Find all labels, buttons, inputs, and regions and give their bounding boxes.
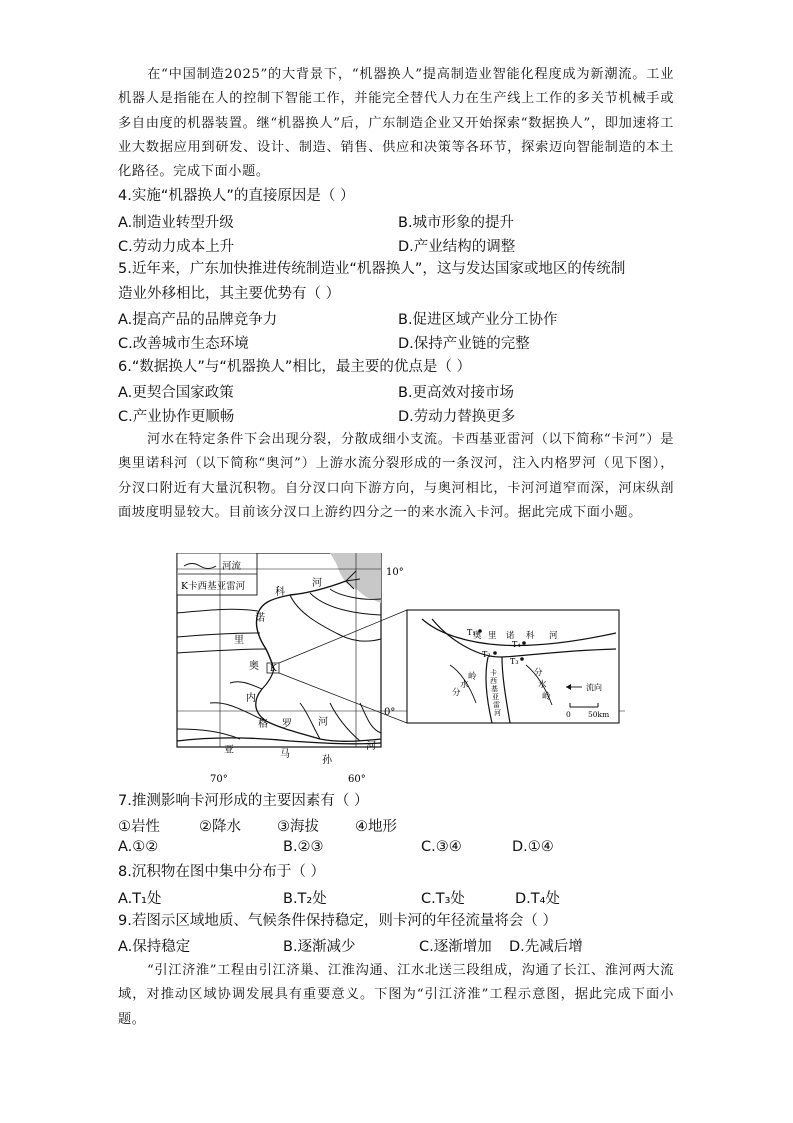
t3-point [520,657,524,661]
lon-70-label: 70° [210,774,228,785]
flow-label: 流向 [586,683,602,692]
q7-item-2: ②降水 [199,819,241,835]
inset-divide-right-fen: 分 [534,668,543,678]
question-8-stem: 8.沉积物在图中集中分布于（ ） [118,864,325,880]
t1-label: T₁ [467,628,476,637]
inset-divide-left-ling: 岭 [468,672,477,682]
inset-k-xi: 西 [490,677,497,685]
q8-option-a[interactable]: A.T₁处 [118,891,162,907]
negro-label-he: 河 [318,717,328,728]
q6-option-a[interactable]: A.更契合国家政策 [118,385,234,401]
q7-item-1: ①岩性 [118,819,160,835]
q6-option-c[interactable]: C.产业协作更顺畅 [118,409,235,425]
t4-point [522,641,526,645]
inset-divide-right-shui: 水 [538,680,547,690]
t4-label: T₄ [512,640,521,649]
q6-option-d[interactable]: D.劳动力替换更多 [398,409,516,425]
q4-option-c[interactable]: C.劳动力成本上升 [118,239,235,255]
t2-label: T₂ [482,650,491,659]
lat-10-label: 10° [386,567,404,578]
amazon-label-he: 河 [366,741,376,752]
legend-river-label: 河流 [222,561,242,572]
t2-point [493,651,497,655]
t3-label: T₃ [510,657,519,666]
negro-label-luo: 罗 [282,719,292,730]
lon-60-label: 60° [348,774,366,785]
inset-k-he: 河 [494,709,501,717]
q5-option-b[interactable]: B.促进区域产业分工协作 [398,312,558,328]
amazon-label-sun: 孙 [322,755,332,766]
q7-option-b[interactable]: B.②③ [283,839,324,855]
passage-casiquiare: 河水在特定条件下会出现分裂，分散成细小支流。卡西基亚雷河（以下简称“卡河”）是奥里诺科河（以下简称“奥河”）上游水流分裂形成的一条汊河，注入内格罗河（见下图），分汊口附近有大量沉积物。自分汊口向下游方向，与奥河相比，卡河河道窄而深，河床纵剖面坡度明显较大。目前该分汊口上游约四分之一的来水流入卡河。据此完成下面小题。 [118,432,674,520]
legend-k-label: K卡西基亚雷河 [181,581,246,592]
orinoco-label-ao: 奥 [249,661,259,672]
inset-divide-left-fen: 分 [452,688,461,698]
q8-option-c[interactable]: C.T₃处 [421,891,465,907]
q7-option-a[interactable]: A.①② [118,839,159,855]
q5-option-d[interactable]: D.保持产业链的完整 [398,336,530,352]
amazon-label-ya: 亚 [224,745,234,756]
amazon-label-ma: 马 [280,749,290,760]
question-6-stem: 6.“数据换人”与“机器换人”相比，最主要的优点是（ ） [118,359,471,375]
inset-k-ji: 基 [491,685,498,693]
orinoco-label-nuo: 诺 [255,613,265,624]
map-svg [170,553,625,785]
passage-yinjiang-jihuai: “引江济淮”工程由引江济巢、江淮沟通、江水北送三段组成，沟通了长江、淮河两大流域，对推动区域协调发展具有重要意义。下图为“引江济淮”工程示意图，据此完成下面小题。 [118,963,674,1027]
q5-option-c[interactable]: C.改善城市生态环境 [118,336,249,352]
q4-option-d[interactable]: D.产业结构的调整 [398,239,516,255]
question-9-stem: 9.若图示区域地质、气候条件保持稳定，则卡河的年径流量将会（ ） [118,913,557,929]
scale-label: 50km [588,710,610,719]
inset-label-li: 里 [488,631,497,641]
q5-option-a[interactable]: A.提高产品的品牌竞争力 [118,312,278,328]
q8-option-b[interactable]: B.T₂处 [283,891,327,907]
inset-k-ka: 卡 [490,669,497,677]
q4-option-b[interactable]: B.城市形象的提升 [398,215,515,231]
q7-item-3: ③海拔 [277,819,319,835]
inset-label-ke: 科 [526,631,535,641]
scale-zero: 0 [566,710,571,719]
orinoco-label-he: 河 [312,578,322,589]
inset-k-ya: 亚 [492,693,499,701]
q9-option-b[interactable]: B.逐渐减少 [283,939,356,955]
question-5-stem-line1: 5.近年来，广东加快推进传统制造业“机器换人”，这与发达国家或地区的传统制 [118,261,626,277]
inset-divide-right-ling: 岭 [542,692,551,702]
question-5-stem-line2: 造业外移相比，其主要优势有（ ） [118,286,341,302]
orinoco-label-li: 里 [234,635,244,646]
inset-label-ao: 奥 [473,631,482,641]
q7-option-d[interactable]: D.①④ [512,839,554,855]
q7-option-c[interactable]: C.③④ [421,839,462,855]
inset-divide-left-shui: 水 [460,680,469,690]
negro-label-nei: 内 [246,693,256,704]
q4-option-a[interactable]: A.制造业转型升级 [118,215,234,231]
passage-manufacturing: 在“中国制造2025”的大背景下，“机器换人”提高制造业智能化程度成为新潮流。工业机器人是指能在人的控制下智能工作，并能完全替代人力在生产线上工作的多关节机械手或多自由度的机器装置。继“机器换人”后，广东制造企业又开始探索“数据换人”，即加速将工业大数据应用到研发、设计、制造、销售、供应和决策等各环节，探索迈向智能制造的本土化路径。完成下面小题。 [118,67,674,180]
casiquiare-map-figure [170,553,625,785]
question-4-stem: 4.实施“机器换人”的直接原因是（ ） [118,188,355,204]
q6-option-b[interactable]: B.更高效对接市场 [398,385,515,401]
negro-label-ge: 格 [258,719,268,730]
inset-label-he: 河 [549,631,558,641]
q9-option-d[interactable]: D.先减后增 [509,939,583,955]
q9-option-a[interactable]: A.保持稳定 [118,939,191,955]
inset-k-lei: 雷 [493,701,500,709]
q9-option-c[interactable]: C.逐渐增加 [419,939,492,955]
q8-option-d[interactable]: D.T₄处 [515,891,560,907]
orinoco-label-ke: 科 [275,587,285,598]
lat-0-label: 0° [384,707,396,718]
question-7-stem: 7.推测影响卡河形成的主要因素有（ ） [118,793,369,809]
k-label: K [270,664,277,674]
q7-item-4: ④地形 [355,819,397,835]
inset-label-nuo: 诺 [506,631,515,641]
